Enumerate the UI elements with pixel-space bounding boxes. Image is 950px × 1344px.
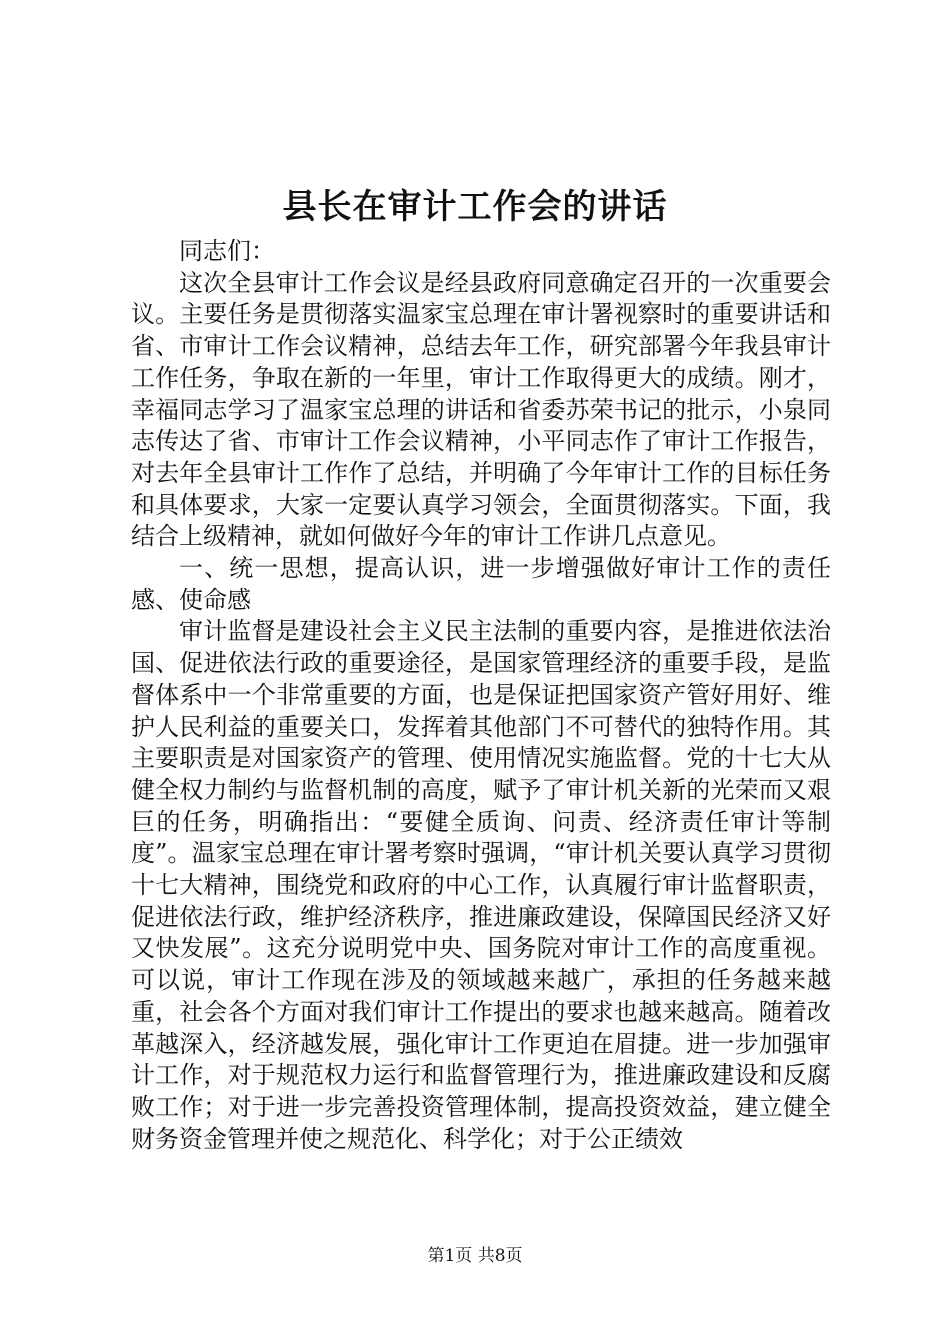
- document-body: [131, 236, 831, 1155]
- page-footer: 第1页 共8页: [427, 1246, 523, 1266]
- intro-paragraph: 这次全县审计工作会议是经县政府同意确定召开的一次重要会议。主要任务是贯彻落实温家宝总理在审计署视察时的重要讲话和省、市审计工作会议精神，总结去年工作，研究部署今年我县审计工作任务，争取在新的一年里，审计工作取得更大的成绩。刚才，幸福同志学习了温家宝总理的讲话和省委苏荣书记的批示，小泉同志传达了省、市审计工作会议精神，小平同志作了审计工作报告，对去年全县审计工作作了总结，并明确了今年审计工作的目标任务和具体要求，大家一定要认真学习领会，全面贯彻落实。下面，我结合上级精神，就如何做好今年的审计工作讲几点意见。: [131, 268, 831, 551]
- body-paragraph: 审计监督是建设社会主义民主法制的重要内容，是推进依法治国、促进依法行政的重要途径，是国家管理经济的重要手段，是监督体系中一个非常重要的方面，也是保证把国家资产管好用好、维护人民利益的重要关口，发挥着其他部门不可替代的独特作用。其主要职责是对国家资产的管理、使用情况实施监督。党的十七大从健全权力制约与监督机制的高度，赋予了审计机关新的光荣而又艰巨的任务，明确指出：“要健全质询、问责、经济责任审计等制度”。温家宝总理在审计署考察时强调，“审计机关要认真学习贯彻十七大精神，围绕党和政府的中心工作，认真履行审计监督职责，促进依法行政，维护经济秩序，推进廉政建设，保障国民经济又好又快发展”。这充分说明党中央、国务院对审计工作的高度重视。可以说，审计工作现在涉及的领域越来越广，承担的任务越来越重，社会各个方面对我们审计工作提出的要求也越来越高。随着改革越深入，经济越发展，强化审计工作更迫在眉捷。进一步加强审计工作，对于规范权力运行和监督管理行为，推进廉政建设和反腐败工作；对于进一步完善投资管理体制，提高投资效益，建立健全财务资金管理并使之规范化、科学化；对于公正绩效: [131, 617, 831, 1153]
- section-heading: 一、统一思想，提高认识，进一步增强做好审计工作的责任感、使命感: [131, 554, 831, 614]
- document-title: 县长在审计工作会的讲话: [282, 187, 668, 227]
- salutation-paragraph: 同志们：: [179, 237, 275, 265]
